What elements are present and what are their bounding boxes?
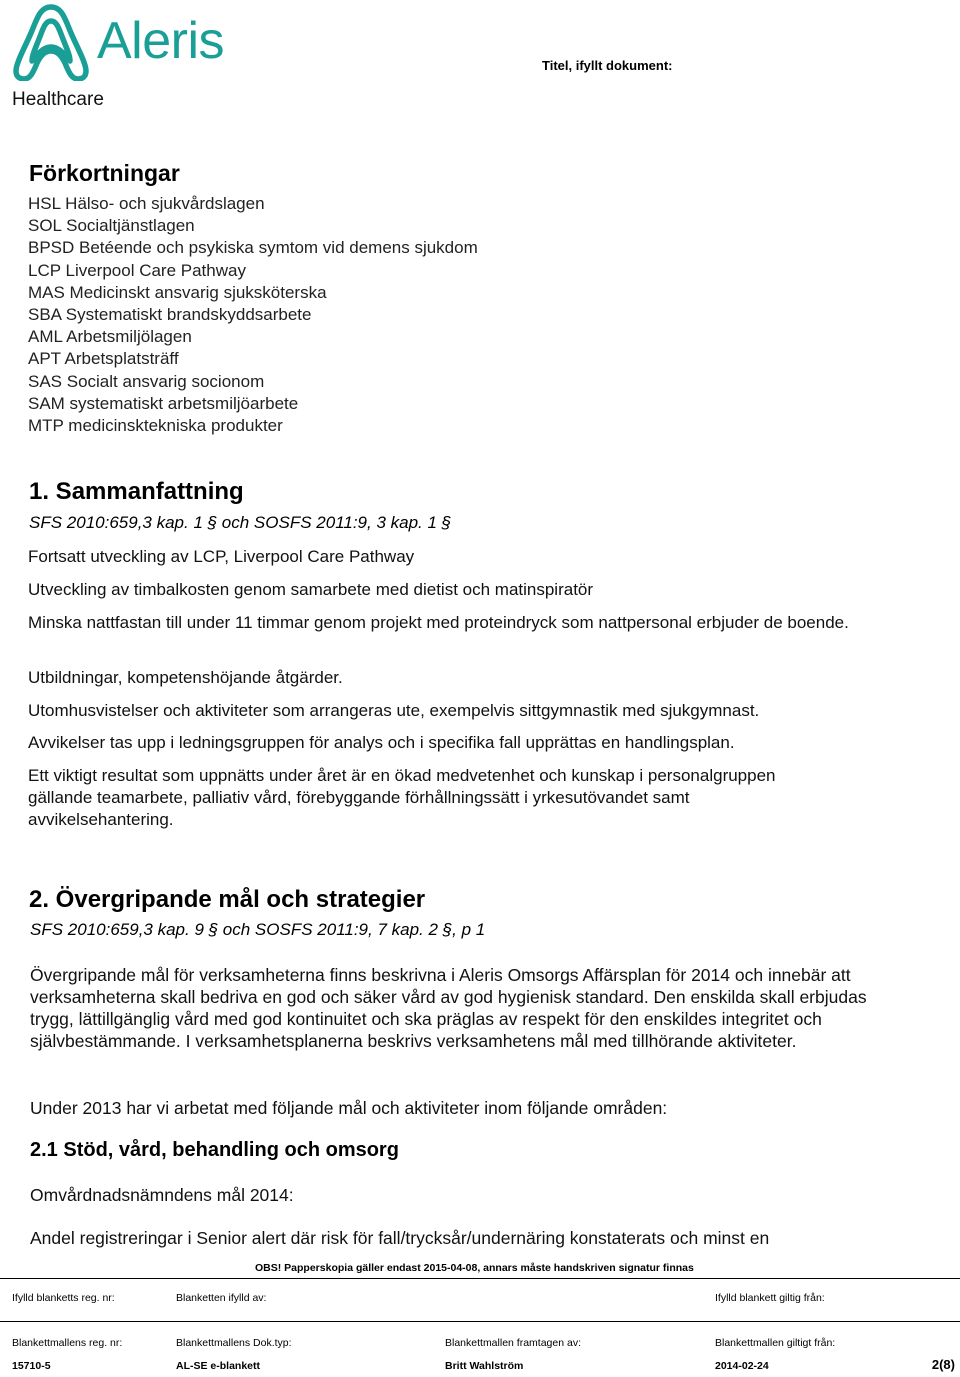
abbreviation-item: SOL Socialtjänstlagen [28,216,195,236]
section-1-paragraph: Utomhusvistelser och aktiviteter som arrangeras ute, exempelvis sittgymnastik med sjukgymnast. [28,701,760,720]
section-1-paragraph: Utbildningar, kompetenshöjande åtgärder. [28,668,343,687]
abbreviation-item: AML Arbetsmiljölagen [28,327,192,347]
section-1-paragraph: Minska nattfastan till under 11 timmar genom projekt med proteindryck som nattpersonal erbjuder de boende. [28,613,849,632]
footer-label: Blankettmallen giltigt från: [715,1337,836,1349]
footer-divider [0,1278,960,1279]
section-1-reference: SFS 2010:659,3 kap. 1 § och SOSFS 2011:9, 3 kap. 1 § [29,513,452,532]
goal-label: Omvårdnadsnämndens mål 2014: [30,1185,294,1205]
section-1-paragraph: Fortsatt utveckling av LCP, Liverpool Care Pathway [28,547,415,566]
abbreviation-item: MAS Medicinskt ansvarig sjuksköterska [28,282,327,302]
abbreviation-item: MTP medicinsktekniska produkter [28,416,283,436]
section-1-paragraph: Avvikelser tas upp i ledningsgruppen för analys och i specifika fall upprättas en handlingsplan. [28,733,735,752]
footer-label: Blankettmallens reg. nr: [12,1337,123,1349]
footer-value: 15710-5 [12,1360,51,1372]
abbreviation-item: SBA Systematiskt brandskyddsarbete [28,305,312,325]
goal-text: Andel registreringar i Senior alert där risk för fall/trycksår/undernäring konstaterats och minst en [30,1228,770,1248]
abbreviation-item: BPSD Betéende och psykiska symtom vid demens sjukdom [28,238,478,258]
footer-divider [0,1321,960,1322]
brand-name: Aleris [97,12,225,70]
footer-value: Britt Wahlström [445,1360,524,1372]
section-2-paragraph: Under 2013 har vi arbetat med följande mål och aktiviteter inom följande områden: [30,1098,668,1118]
abbreviation-item: LCP Liverpool Care Pathway [28,260,246,280]
aleris-logo-icon [10,3,92,81]
abbreviation-item: SAS Socialt ansvarig socionom [28,371,265,391]
footer-label: Blanketten ifylld av: [176,1292,267,1304]
document-title-label: Titel, ifyllt dokument: [542,58,673,73]
section-2-heading: 2. Övergripande mål och strategier [29,886,426,913]
section-2-paragraph: Övergripande mål för verksamheterna finns beskrivna i Aleris Omsorgs Affärsplan för 2014 och innebär att verksamheterna skall bedriva en god och säker vård av god hygienisk standard. Den enskilda skall erbjudas trygg, lättillgänglig vård med god kontinuitet och ska präglas av respekt för den enskildes integritet och självbestämmande. I verksamhetsplanerna beskrivs verksamhetens mål med tillhörande aktiviteter. [30,965,867,1051]
page-number: 2(8) [931,1357,955,1372]
footer-label: Blankettmallen framtagen av: [445,1337,581,1349]
footer-value: 2014-02-24 [715,1360,769,1372]
section-1-paragraph: Ett viktigt resultat som uppnätts under året är en ökad medvetenhet och kunskap i personalgruppen gällande teamarbete, palliativ vård, förebyggande förhållningssätt i yrkesutövandet samt avvikelsehantering. [28,766,776,829]
brand-subtitle: Healthcare [12,89,104,110]
footer-label: Ifylld blanketts reg. nr: [12,1292,115,1304]
abbreviation-item: HSL Hälso- och sjukvårdslagen [28,194,265,213]
footer-value: AL-SE e-blankett [176,1360,261,1372]
abbreviation-item: APT Arbetsplatsträff [28,349,179,369]
abbreviations-heading: Förkortningar [29,160,180,186]
abbreviations-list [28,193,478,437]
footer-label: Ifylld blankett giltig från: [715,1292,825,1304]
section-2-reference: SFS 2010:659,3 kap. 9 § och SOSFS 2011:9, 7 kap. 2 §, p 1 [30,920,486,939]
footer-notice: OBS! Papperskopia gäller endast 2015-04-08, annars måste handskriven signatur finnas [255,1262,694,1274]
subsection-2-1-heading: 2.1 Stöd, vård, behandling och omsorg [30,1139,399,1161]
section-1-paragraph: Utveckling av timbalkosten genom samarbete med dietist och matinspiratör [28,580,594,599]
footer-label: Blankettmallens Dok.typ: [176,1337,292,1349]
abbreviation-item: SAM systematiskt arbetsmiljöarbete [28,393,299,413]
section-1-heading: 1. Sammanfattning [29,478,244,505]
